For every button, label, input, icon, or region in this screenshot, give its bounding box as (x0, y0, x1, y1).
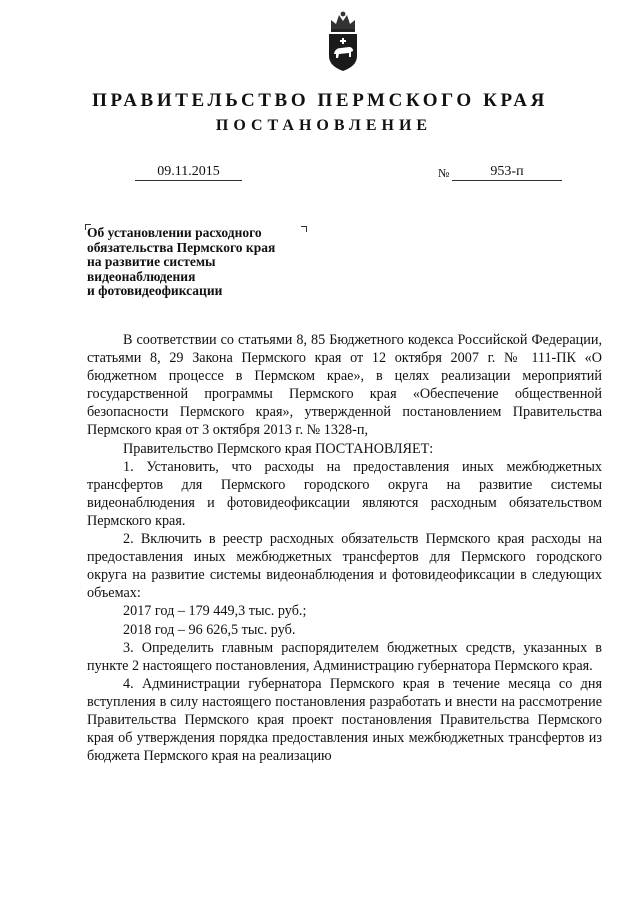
government-title: ПРАВИТЕЛЬСТВО ПЕРМСКОГО КРАЯ (92, 90, 548, 111)
coat-of-arms-icon (325, 10, 361, 72)
subject-line: на развитие системы (87, 254, 216, 269)
subject-line: видеонаблюдения (87, 268, 196, 284)
document-type: ПОСТАНОВЛЕНИЕ (215, 117, 433, 134)
number-sign: № (438, 166, 450, 180)
document-date: 09.11.2015 (135, 164, 242, 181)
document-number: 953-п (452, 164, 562, 181)
preamble-paragraph: В соответствии со статьями 8, 85 Бюджетного кодекса Российской Федерации, статьями 8, 29 Закона Пермского края от 12 октября 2007 г. № 111-ПК «О бюджетном процессе в Пермском крае», в целях реализации мероприятий государственной программы Пермского края «Обеспечение общественной безопасности Пермского края», утвержденной постановлением Правительства Пермского края от 3 октября 2013 г. № 1328-п, (87, 332, 602, 439)
item-1-paragraph: 1. Установить, что расходы на предоставления иных межбюджетных трансфертов для Пермского городского округа на развитие системы видеонаблюдения и фотовидеофиксации являются расходным обязательством Пермского края. (87, 458, 602, 529)
document-body (87, 331, 602, 765)
document-subject (87, 226, 317, 299)
amount-2017: 2017 год – 179 449,3 тыс. руб.; (123, 603, 307, 620)
amount-2018: 2018 год – 96 626,5 тыс. руб. (123, 621, 296, 638)
item-2-paragraph: 2. Включить в реестр расходных обязательств Пермского края расходы на предоставления иных межбюджетных трансфертов для Пермского городского округа на развитие системы видеонаблюдения и фотовидеофиксации в следующих объемах: (87, 531, 602, 602)
item-3-paragraph: 3. Определить главным распорядителем бюджетных средств, указанных в пункте 2 настоящего постановления, Администрацию губернатора Пермского края. (87, 639, 602, 674)
subject-line: Об установлении расходного (87, 225, 262, 240)
subject-line: и фотовидеофиксации (87, 283, 223, 298)
decree-line: Правительство Пермского края ПОСТАНОВЛЯЕТ: (123, 440, 434, 457)
subject-line: обязательства Пермского края (87, 239, 276, 255)
item-4-paragraph: 4. Администрации губернатора Пермского края в течение месяца со дня вступления в силу настоящего постановления разработать и внести на рассмотрение Правительства Пермского края проект постановления Правительства Пермского края об утверждения порядка предоставления иных межбюджетных трансфертов из бюджета Пермского края на реализацию (87, 675, 602, 765)
